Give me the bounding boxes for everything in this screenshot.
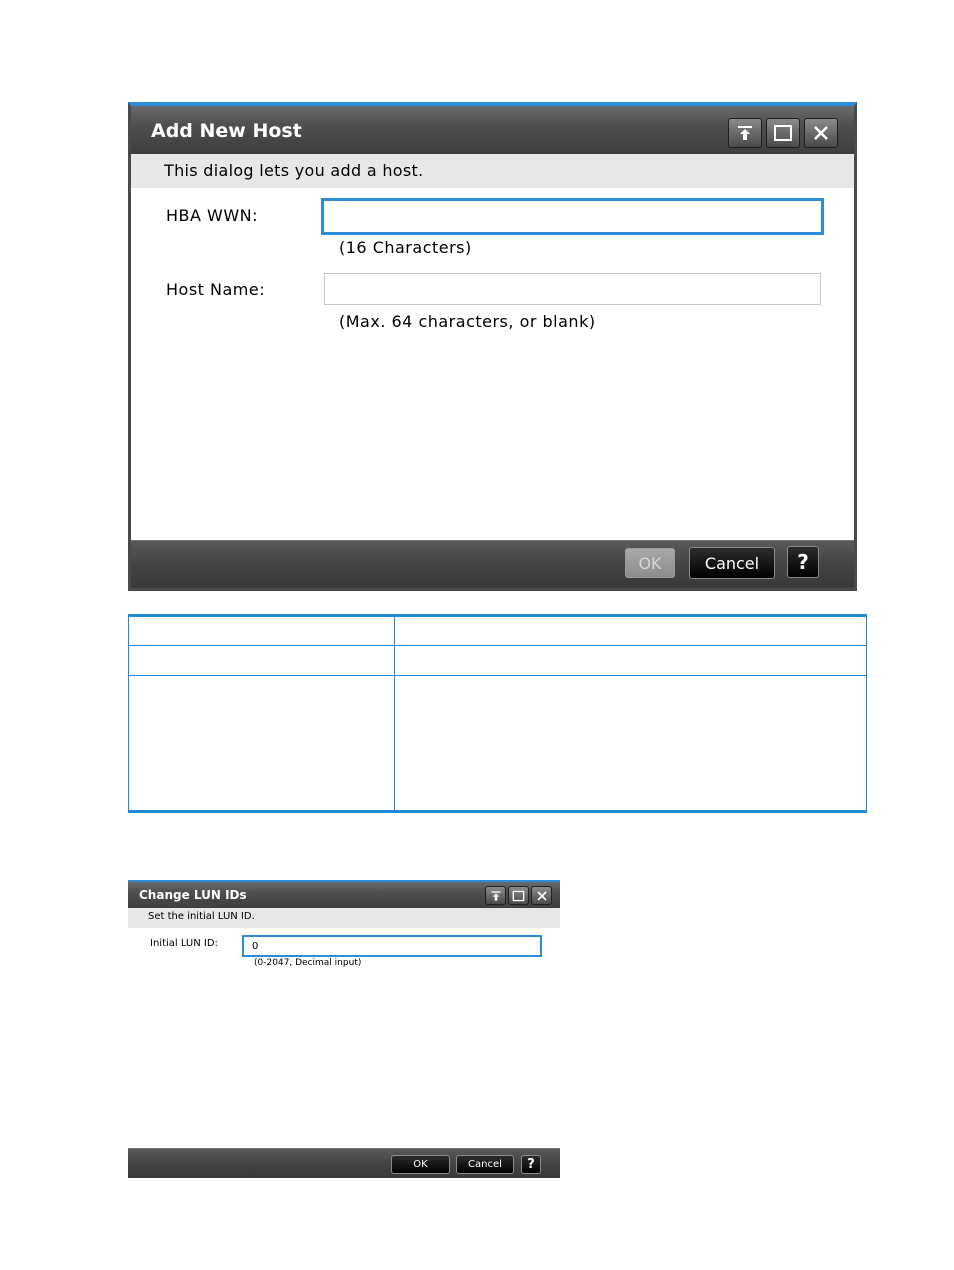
ok-button[interactable]: OK: [625, 548, 675, 578]
cancel-button[interactable]: Cancel: [456, 1155, 514, 1174]
dialog-description: Set the initial LUN ID.: [128, 908, 560, 928]
table-row: [129, 676, 867, 812]
close-button[interactable]: [531, 886, 552, 905]
table-cell: [129, 616, 395, 646]
table-cell: [395, 646, 867, 676]
dialog-footer: [131, 540, 854, 588]
initial-lun-id-label: Initial LUN ID:: [150, 938, 218, 949]
help-button[interactable]: ?: [787, 546, 819, 578]
close-icon: [812, 124, 830, 142]
cancel-button[interactable]: Cancel: [689, 547, 775, 579]
hba-wwn-label: HBA WWN:: [166, 206, 259, 225]
initial-lun-id-input[interactable]: [242, 935, 542, 957]
host-name-input[interactable]: [324, 273, 821, 305]
close-button[interactable]: [804, 118, 838, 148]
host-name-hint: (Max. 64 characters, or blank): [339, 312, 596, 331]
change-lun-ids-dialog: [128, 880, 560, 1178]
hba-wwn-hint: (16 Characters): [339, 238, 472, 257]
table-row: [129, 646, 867, 676]
pin-button[interactable]: [728, 118, 762, 148]
close-icon: [536, 890, 548, 902]
table-cell: [395, 616, 867, 646]
dialog-description: This dialog lets you add a host.: [131, 154, 854, 188]
table-row: [129, 616, 867, 646]
table-cell: [395, 676, 867, 812]
help-button[interactable]: ?: [521, 1155, 541, 1174]
pin-icon: [736, 124, 754, 142]
add-new-host-dialog: [128, 102, 857, 591]
dialog-titlebar[interactable]: [131, 106, 854, 154]
info-table: [128, 614, 867, 813]
ok-button[interactable]: OK: [391, 1155, 450, 1174]
dialog-title: Change LUN IDs: [139, 888, 247, 902]
hba-wwn-input[interactable]: [321, 198, 824, 235]
initial-lun-id-hint: (0-2047, Decimal input): [254, 958, 362, 968]
maximize-icon: [773, 124, 793, 142]
host-name-label: Host Name:: [166, 280, 266, 299]
maximize-button[interactable]: [766, 118, 800, 148]
maximize-icon: [512, 890, 525, 902]
pin-button[interactable]: [485, 886, 506, 905]
maximize-button[interactable]: [508, 886, 529, 905]
dialog-footer: [128, 1148, 560, 1178]
table-cell: [129, 646, 395, 676]
pin-icon: [490, 890, 502, 902]
dialog-title: Add New Host: [151, 120, 302, 142]
table-cell: [129, 676, 395, 812]
dialog-titlebar[interactable]: [128, 882, 560, 908]
